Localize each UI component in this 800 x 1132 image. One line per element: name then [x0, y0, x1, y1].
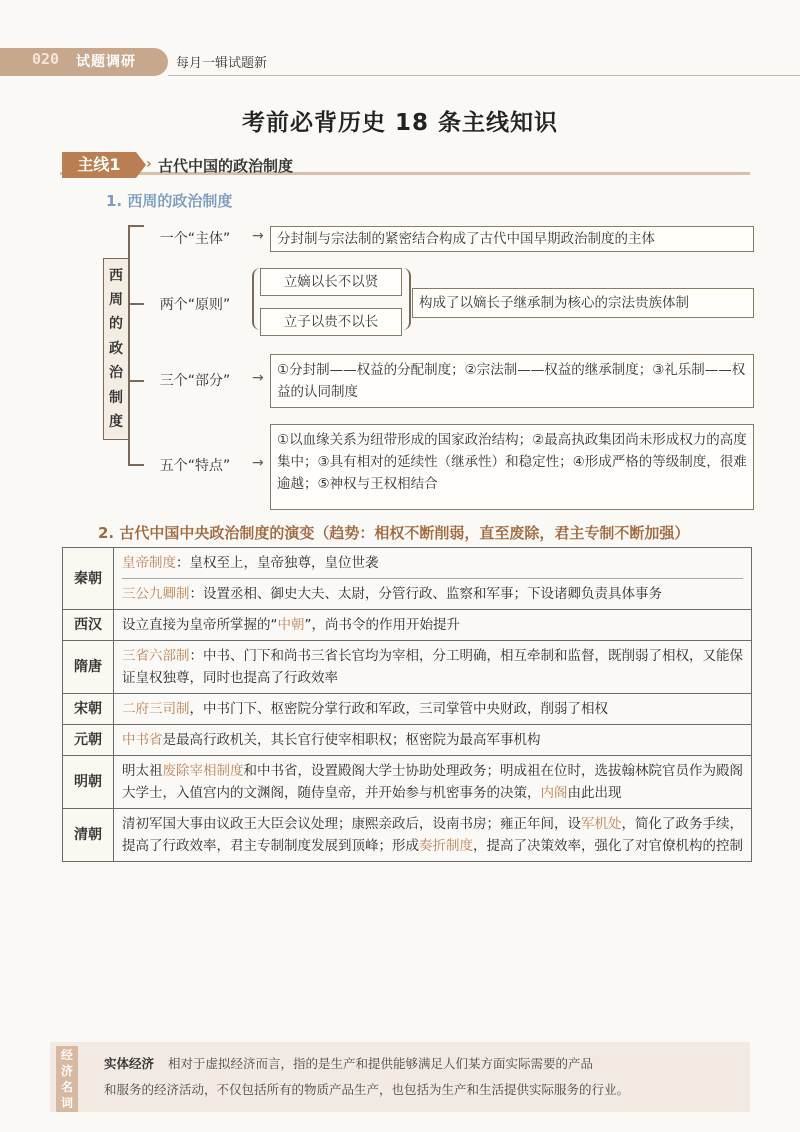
header-category: 试题调研	[76, 54, 136, 70]
page-number: 020	[32, 50, 60, 68]
root-char: 制	[109, 390, 123, 406]
dynasty-cell: 西汉	[63, 610, 114, 641]
five-features-desc: ①以血缘关系为纽带形成的国家政治结构；②最高执政集团尚未形成权力的高度集中；③具有相对的延续性（继承性）和稳定性；④形成严格的等级制度，很难逾越；⑤神权与王权相结合	[270, 424, 754, 510]
highlight-term: 废除宰相制度	[162, 763, 244, 779]
brace-tick	[128, 225, 144, 227]
highlight-term: 中书省	[122, 732, 163, 748]
table-row	[63, 548, 752, 610]
dynasty-cell: 明朝	[63, 756, 114, 809]
root-char: 周	[109, 292, 123, 308]
table-row	[63, 809, 752, 862]
dynasty-cell: 秦朝	[63, 548, 114, 610]
system-text: ：皇权至上，皇帝独尊，皇位世袭	[176, 555, 379, 571]
arrow-right-icon: →	[252, 228, 264, 244]
text-segment: 是最高行政机关，其长官行使宰相职权；枢密院为最高军事机构	[162, 732, 541, 748]
highlight-term: 三公九卿制	[122, 586, 190, 602]
root-char: 度	[109, 414, 123, 430]
principle-2: 立子以贵不以长	[260, 308, 402, 336]
content-cell	[114, 548, 752, 610]
text-segment: 由此出现	[567, 785, 622, 801]
evolution-table	[62, 547, 752, 862]
text-segment: 明太祖	[122, 763, 163, 779]
text-segment: ：中书、门下和尚书三省长官均为宰相，分工明确，相互牵制和监督，既削弱了相权，又能保证皇权独尊，同时也提高了行政效率	[122, 648, 743, 686]
one-subject-desc: 分封制与宗法制的紧密结合构成了古代中国早期政治制度的主体	[270, 226, 754, 252]
system-text: ：设置丞相、御史大夫、太尉，分管行政、监察和军事；下设诸卿负责具体事务	[189, 586, 662, 602]
arrow-right-icon: →	[252, 455, 264, 471]
section2-heading: 2. 古代中国中央政治制度的演变（趋势：相权不断削弱，直至废除，君主专制不断加强）	[98, 524, 690, 542]
highlight-term: 中朝	[277, 617, 305, 633]
text-segment: 和中书省，设置殿阁大学士协助处理政务；明成祖在位时，选拔翰林院官员作为殿阁大学士，入值宫内的文渊阁，随侍皇帝，并开始参与机密事务的决策，	[122, 763, 743, 801]
table-row	[63, 610, 752, 641]
two-principles-desc: 构成了以嫡长子继承制为核心的宗法贵族体制	[412, 288, 754, 318]
system-line	[122, 578, 743, 605]
text-segment: 清初军国大事由议政王大臣会议处理；康熙亲政后，设南书房；雍正年间，设	[122, 816, 581, 832]
footer-definition: 相对于虚拟经济而言，指的是生产和提供能够满足人们某方面实际需要的产品	[168, 1056, 594, 1071]
text-segment: ”，尚书令的作用开始提升	[304, 617, 460, 633]
root-char: 治	[109, 365, 123, 381]
content-cell	[114, 694, 752, 725]
footer-side-label: 经济名词	[56, 1046, 78, 1112]
root-char: 的	[109, 316, 123, 332]
three-parts-desc: ①分封制——权益的分配制度；②宗法制——权益的继承制度；③礼乐制——权益的认同制度	[270, 354, 754, 408]
table-row	[63, 725, 752, 756]
table-row	[63, 694, 752, 725]
page-title: 考前必背历史 18 条主线知识	[241, 110, 559, 136]
footer-line-1	[104, 1054, 744, 1072]
principle-brace	[252, 268, 260, 330]
content-cell	[114, 809, 752, 862]
highlight-term: 军机处	[581, 816, 622, 832]
footer-line-2: 和服务的经济活动，不仅包括所有的物质产品生产，也包括为生产和生活提供实际服务的行业。	[104, 1082, 630, 1097]
label-five-features: 五个“特点”	[159, 458, 231, 474]
dynasty-cell: 清朝	[63, 809, 114, 862]
table-row	[63, 756, 752, 809]
dynasty-cell: 隋唐	[63, 641, 114, 694]
highlight-term: 奏折制度	[419, 838, 473, 854]
root-char: 政	[109, 341, 123, 357]
content-cell	[114, 756, 752, 809]
content-cell	[114, 641, 752, 694]
text-segment: ，提高了决策效率，强化了对官僚机构的控制	[473, 838, 743, 854]
label-two-principles: 两个“原则”	[159, 297, 231, 313]
highlight-term: 二府三司制	[122, 701, 190, 717]
table-row	[63, 641, 752, 694]
content-cell	[114, 610, 752, 641]
arrow-right-icon: →	[252, 370, 264, 386]
principle-1: 立嫡以长不以贤	[260, 268, 402, 296]
dynasty-cell: 宋朝	[63, 694, 114, 725]
dynasty-cell: 元朝	[63, 725, 114, 756]
text-segment: 设立直接为皇帝所掌握的“	[122, 617, 278, 633]
section1-heading: 1. 西周的政治制度	[106, 192, 233, 210]
main-line-heading: 古代中国的政治制度	[158, 157, 294, 175]
label-three-parts: 三个“部分”	[159, 373, 231, 389]
highlight-term: 皇帝制度	[122, 555, 176, 571]
header-subtitle: 每月一辑试题新	[176, 56, 268, 71]
footer-panel	[50, 1042, 750, 1112]
header-rule	[168, 75, 800, 76]
diagram-brace	[128, 225, 140, 465]
label-one-subject: 一个“主体”	[159, 231, 231, 247]
text-segment: ，简化了政务手续，提高了行政效率，君主专制制度发展到顶峰；形成	[122, 816, 743, 854]
banner-arrow-icon	[136, 152, 146, 178]
footer-term: 实体经济	[104, 1056, 155, 1071]
highlight-term: 三省六部制	[122, 648, 190, 664]
highlight-term: 内阁	[540, 785, 568, 801]
main-line-tag: 主线1	[62, 152, 136, 178]
text-segment: ，中书门下、枢密院分掌行政和军政，三司掌管中央财政，削弱了相权	[189, 701, 608, 717]
root-char: 西	[109, 268, 123, 284]
principle-brace-right	[403, 268, 411, 330]
content-cell	[114, 725, 752, 756]
diagram-root-box	[103, 258, 129, 440]
chevron-right-icon: ›	[146, 156, 152, 172]
system-line	[122, 552, 743, 574]
